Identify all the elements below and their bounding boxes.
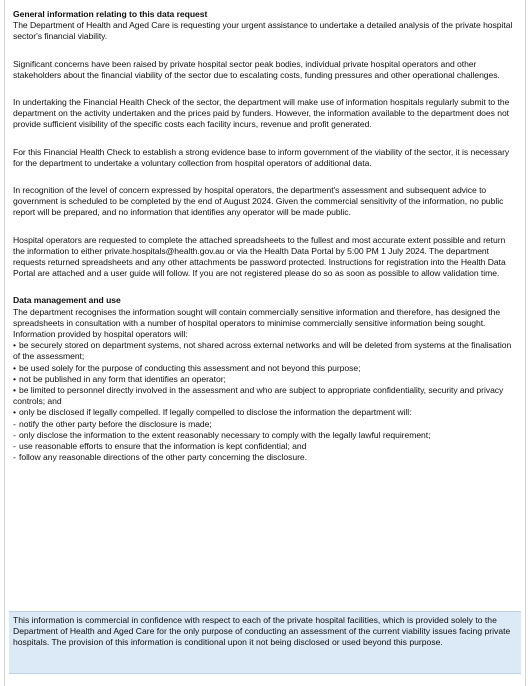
data-management-intro: The department recognises the information sought will contain commercially sensitive information and therefore, has designed the spreadsheets in consultation with a number of hospital operators to minimise commercially sensitive information being sought. Information provided by hospital operators will:: [13, 306, 501, 340]
confidentiality-text: This information is commercial in confidence with respect to each of the private hospital facilities, which is provided solely to the Department of Health and Aged Care for the only purpose of conducting an assessment of the current viability issues facing private hospitals. The provision of this information is conditional upon it not being disclosed or used beyond this purpose.: [13, 615, 511, 648]
list-item: • not be published in any form that identifies an operator;: [13, 373, 226, 384]
document-sheet: [4, 0, 526, 686]
dash-icon: -: [13, 429, 16, 440]
sub-list-item: - follow any reasonable directions of the other party concerning the disclosure.: [13, 452, 307, 463]
paragraph-2: Significant concerns have been raised by private hospital sector peak bodies, individual private hospital operators and other stakeholders about the financial viability of the sector due to escalating costs, funding pressures and other operational challenges.: [13, 58, 500, 80]
bullet-icon: •: [13, 407, 16, 418]
list-item: • be used solely for the purpose of conducting this assessment and not beyond this purpose;: [13, 362, 361, 373]
paragraph-3: In undertaking the Financial Health Check of the sector, the department will make use of information hospitals regularly submit to the department on the activity undertaken and the prices paid by funders. However, the information available to the department does not provide sufficient visibility of the specific costs each facility incurs, revenue and profit generated.: [13, 97, 510, 130]
bullet-icon: •: [13, 385, 16, 396]
section-heading-data-management: Data management and use: [13, 295, 121, 306]
sub-list-item: - notify the other party before the disclosure is made;: [13, 418, 212, 429]
bullet-icon: •: [13, 340, 16, 351]
dash-icon: -: [13, 441, 16, 452]
bullet-list: [13, 340, 519, 463]
dash-icon: -: [13, 418, 16, 429]
bullet-icon: •: [13, 373, 16, 384]
sub-list-item: - only disclose the information to the extent reasonably necessary to comply with the legally lawful requirement;: [13, 429, 431, 440]
paragraph-6: Hospital operators are requested to complete the attached spreadsheets to the fullest and most accurate extent possible and return the information to either private.hospitals@health.gov.au or via the Health Data Portal by 5:00 PM 1 July 2024. The department requests returned spreadsheets and any other attachments be password protected. Instructions for registration into the Health Data Portal are attached and a user guide will follow. If you are not registered please do so as soon as possible to allow validation time.: [13, 234, 506, 279]
bullet-icon: •: [13, 362, 16, 373]
paragraph-5: In recognition of the level of concern expressed by hospital operators, the department's assessment and subsequent advice to government is scheduled to be completed by the end of August 2024. Given the commercial sensitivity of the information, no public report will be prepared, and no information that identifies any operator will be made public.: [13, 185, 504, 218]
list-item: • be limited to personnel directly involved in the assessment and who are subject to appropriate confidentiality, security and privacy controls; and: [13, 385, 504, 407]
confidentiality-notice: [9, 611, 521, 674]
list-item: • be securely stored on department systems, not shared across external networks and will be deleted from systems at the finalisation of the assessment;: [13, 340, 512, 362]
paragraph-1: The Department of Health and Aged Care is requesting your urgent assistance to undertake a detailed analysis of the private hospital sector's financial viability.: [13, 20, 513, 42]
document-body: [13, 9, 519, 464]
list-item: • only be disclosed if legally compelled. If legally compelled to disclose the information the department will:: [13, 407, 412, 418]
section-heading-general: General information relating to this data request: [13, 9, 208, 19]
sub-list-item: - use reasonable efforts to ensure that the information is kept confidential; and: [13, 441, 307, 452]
paragraph-4: For this Financial Health Check to establish a strong evidence base to inform government of the viability of the sector, it is necessary for the department to undertake a voluntary collection from hospital operators of additional data.: [13, 146, 510, 168]
dash-icon: -: [13, 452, 16, 463]
